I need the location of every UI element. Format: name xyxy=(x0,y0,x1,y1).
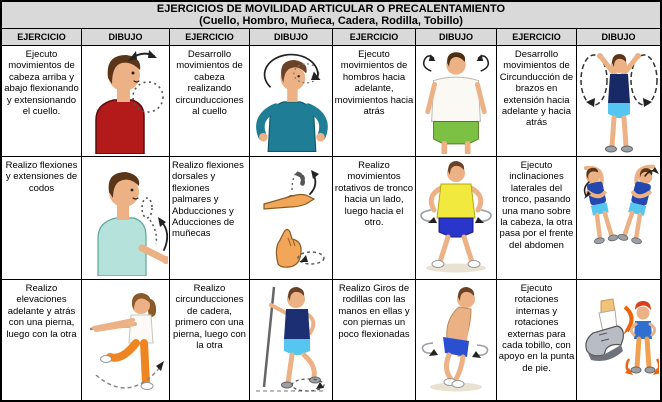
ankle-rotation-drawing xyxy=(579,283,659,397)
drawing-cell xyxy=(577,157,660,279)
col-header-dibujo-4: DIBUJO xyxy=(577,29,660,45)
exercise-table xyxy=(2,29,660,400)
exercise-cell: Realizo circunducciones de cadera, primero con una pierna, luego con la otra xyxy=(170,280,249,400)
knee-rotation-drawing xyxy=(417,283,495,397)
col-header-ejercicio-4: EJERCICIO xyxy=(497,29,576,45)
col-header-ejercicio-3: EJERCICIO xyxy=(333,29,415,45)
col-header-ejercicio-1: EJERCICIO xyxy=(2,29,81,45)
exercise-cell: Ejecuto movimientos de hombros hacia adelante, movimientos hacia atrás xyxy=(333,46,415,156)
wrist-flexion-drawing xyxy=(252,160,330,276)
drawing-cell xyxy=(416,280,496,400)
page-subtitle: (Cuello, Hombro, Muñeca, Cadera, Rodilla, Tobillo) xyxy=(199,15,463,27)
trunk-rotation-drawing xyxy=(418,160,494,276)
page-title: EJERCICIOS DE MOVILIDAD ARTICULAR O PRECALENTAMIENTO xyxy=(156,3,506,15)
col-header-dibujo-2: DIBUJO xyxy=(250,29,332,45)
drawing-cell xyxy=(250,280,332,400)
col-header-dibujo-1: DIBUJO xyxy=(82,29,169,45)
exercise-cell: Realizo Giros de rodillas con las manos en ellas y con piernas un poco flexionadas xyxy=(333,280,415,400)
exercise-cell: Ejecuto movimientos de cabeza arriba y abajo flexionando y extensionando el cuello. xyxy=(2,46,81,156)
drawing-cell xyxy=(250,157,332,279)
exercise-cell: Desarrollo movimientos de Circunducción de brazos en extensión hacia adelante y hacia atrás xyxy=(497,46,576,156)
exercise-cell: Realizo movimientos rotativos de tronco hacia un lado, luego hacia el otro. xyxy=(333,157,415,279)
exercise-cell: Desarrollo movimientos de cabeza realizando circunducciones al cuello xyxy=(170,46,249,156)
trunk-lateral-bend-drawing xyxy=(579,160,659,276)
shoulder-movement-drawing xyxy=(418,48,494,154)
col-header-dibujo-3: DIBUJO xyxy=(416,29,496,45)
exercise-cell: Ejecuto inclinaciones laterales del tronco, pasando una mano sobre la cabeza, la otra pasa por el frente del abdomen xyxy=(497,157,576,279)
drawing-cell xyxy=(82,280,169,400)
neck-circumduction-drawing xyxy=(251,48,331,154)
drawing-cell xyxy=(577,280,660,400)
exercise-cell: Realizo flexiones dorsales y flexiones palmares y Abducciones y Aducciones de muñecas xyxy=(170,157,249,279)
exercise-cell: Realizo flexiones y extensiones de codos xyxy=(2,157,81,279)
hip-circumduction-drawing xyxy=(252,283,330,397)
drawing-cell xyxy=(416,46,496,156)
drawing-cell xyxy=(82,157,169,279)
elbow-flexion-drawing xyxy=(84,160,168,276)
arm-circumduction-drawing xyxy=(580,48,658,154)
drawing-cell xyxy=(577,46,660,156)
col-header-ejercicio-2: EJERCICIO xyxy=(170,29,249,45)
table-header xyxy=(2,2,660,29)
exercise-cell: Ejecuto rotaciones internas y rotaciones externas para cada tobillo, con apoyo en la punta de pie. xyxy=(497,280,576,400)
head-nod-drawing xyxy=(84,48,168,154)
drawing-cell xyxy=(82,46,169,156)
drawing-cell xyxy=(416,157,496,279)
exercise-cell: Realizo elevaciones adelante y atrás con una pierna, luego con la otra xyxy=(2,280,81,400)
leg-swing-drawing xyxy=(84,283,168,397)
drawing-cell xyxy=(250,46,332,156)
